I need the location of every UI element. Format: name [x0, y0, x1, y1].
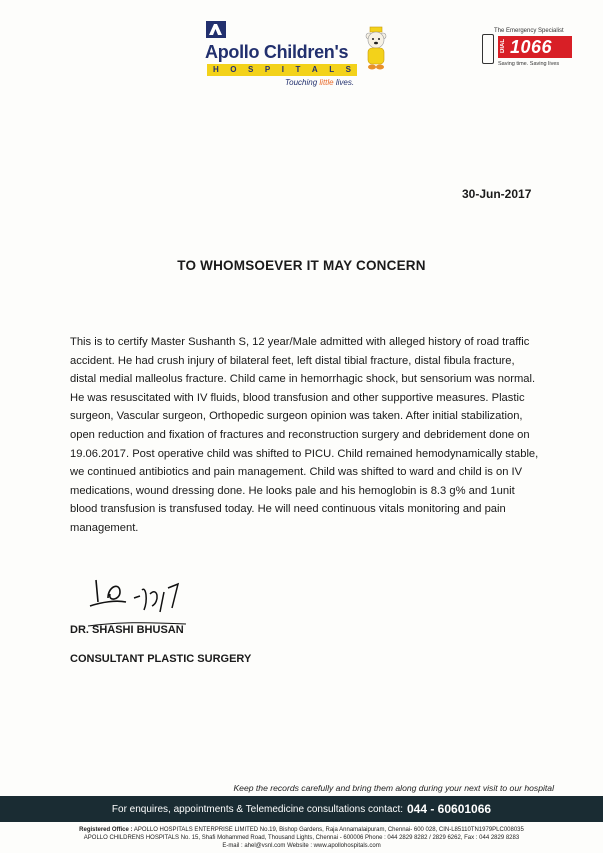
registered-office: Registered Office : APOLLO HOSPITALS ENTERPRISE LIMITED No.19, Bishop Gardens, Raja Annamalaipuram, Chennai- 600 028, CIN-L85110TN1979PLC008035	[79, 827, 524, 833]
mobile-phone-icon	[482, 34, 494, 64]
doctor-department: CONSULTANT PLASTIC SURGERY	[70, 653, 252, 665]
logo-letter: O	[230, 65, 237, 74]
dial-label: DIAL	[500, 39, 506, 53]
logo-letter: S	[248, 65, 254, 74]
enquiry-text: For enquires, appointments & Telemedicine consultations contact:	[111, 803, 403, 815]
contact-line: E-mail : ahel@vsnl.com Website : www.apollohospitals.com	[222, 843, 381, 849]
logo-letter: P	[264, 65, 271, 74]
logo-letter: A	[311, 65, 318, 74]
branch-address: APOLLO CHILDRENS HOSPITALS No. 15, Shafi Mohammed Road, Thousand Lights, Chennai - 600006 Phone : 044 2829 8282 / 2829 6262, Fax : 044 2829 8283	[83, 835, 520, 841]
letter-heading: TO WHOMSOEVER IT MAY CONCERN	[177, 258, 426, 273]
hospital-logo	[205, 18, 385, 90]
emergency-number-box	[498, 36, 572, 58]
emergency-number: 1066	[510, 37, 553, 57]
logo-letter: T	[295, 65, 301, 74]
letter-date: 30-Jun-2017	[462, 187, 532, 201]
enquiry-phone: 044 - 60601066	[407, 802, 492, 816]
doctor-name: DR. SHASHI BHUSAN	[70, 624, 184, 636]
enquiry-band	[0, 796, 603, 822]
emergency-badge	[482, 28, 574, 74]
letter-body: This is to certify Master Sushanth S, 12 year/Male admitted with alleged history of road traffic accident. He had crush injury of bilateral feet, left distal tibial fracture, distal fibula fracture, distal medial malleolus fracture. Child came in hemorrhagic shock, but sensorium was normal. He was resuscitated with IV fluids, blood transfusion and other supportive measures. Plastic surgeon, Vascular surgeon, Orthopedic surgeon opinion was taken. After initial stabilization, open reduction and fixation of fractures and reconstruction surgery and debridement done on 19.06.2017. Post operative child was shifted to PICU. Child remained hemodynamically stable, we continued antibiotics and pain management. Child was shifted to ward and child is on IV medications, wound dressing done. He looks pale and his hemoglobin is 8.3 g% and 1unit blood transfusion is transfused today. He will need continuous vitals monitoring and pain management.	[70, 336, 539, 534]
logo-name: Apollo Children's	[205, 42, 349, 62]
logo-letter: H	[213, 65, 219, 74]
logo-letter: L	[329, 65, 335, 74]
records-note: Keep the records carefully and bring them along during your next visit to our hospital	[233, 783, 554, 793]
emergency-slogan: Saving time. Saving lives	[498, 61, 560, 67]
doctor-signature	[86, 572, 196, 630]
logo-hospitals-bar	[207, 64, 357, 76]
logo-tagline: Touching little lives.	[285, 78, 355, 87]
logo-letter: I	[281, 65, 284, 74]
logo-letter: S	[345, 65, 351, 74]
emergency-title: The Emergency Specialist	[494, 28, 564, 34]
teddy-bear-mascot-icon	[362, 26, 390, 70]
apollo-mark-icon	[205, 18, 227, 40]
